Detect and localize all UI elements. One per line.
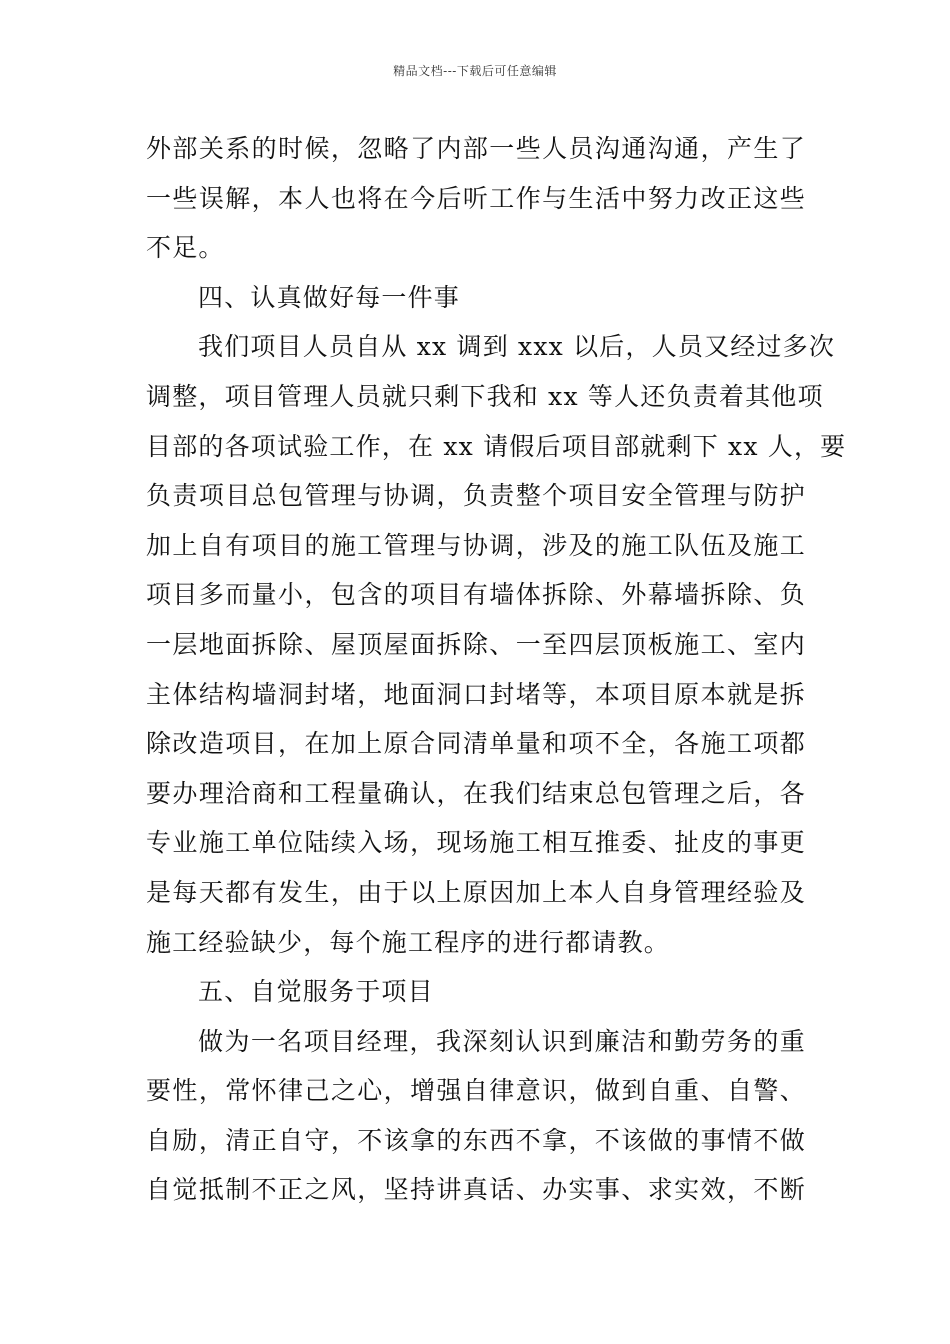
paragraph-line: 一些误解，本人也将在今后听工作与生活中努力改正这些 [146,183,806,213]
paragraph-line: 做为一名项目经理，我深刻认识到廉洁和勤劳务的重 [198,1026,806,1056]
paragraph-line: 目部的各项试验工作，在 xx 请假后项目部就剩下 xx 人，要 [146,431,847,461]
paragraph-line: 施工经验缺少，每个施工程序的进行都请教。 [146,927,671,957]
paragraph-line: 自觉抵制不正之风，坚持讲真话、办实事、求实效，不断 [146,1175,806,1205]
paragraph-line: 调整，项目管理人员就只剩下我和 xx 等人还负责着其他项 [146,381,824,411]
paragraph-line: 不足。 [146,233,225,263]
document-body [146,124,847,1215]
section-heading: 五、自觉服务于项目 [198,977,434,1007]
paragraph-line: 一层地面拆除、屋顶屋面拆除、一至四层顶板施工、室内 [146,629,806,659]
paragraph-line: 外部关系的时候，忽略了内部一些人员沟通沟通，产生了 [146,134,806,163]
paragraph-line: 要办理洽商和工程量确认，在我们结束总包管理之后，各 [146,778,806,808]
paragraph-line: 要性，常怀律己之心，增强自律意识，做到自重、自警、 [146,1076,806,1106]
section-heading: 四、认真做好每一件事 [198,282,461,312]
paragraph-line: 自励，清正自守，不该拿的东西不拿，不该做的事情不做 [146,1125,806,1155]
page-header: 精品文档---下载后可任意编辑 [393,64,557,78]
paragraph-line: 主体结构墙洞封堵，地面洞口封堵等，本项目原本就是拆 [146,679,806,709]
paragraph-line: 除改造项目，在加上原合同清单量和项不全，各施工项都 [146,729,806,759]
paragraph-line: 专业施工单位陆续入场，现场施工相互推委、扯皮的事更 [146,828,806,858]
paragraph-line: 我们项目人员自从 xx 调到 xxx 以后，人员又经过多次 [198,332,836,362]
paragraph-line: 是每天都有发生，由于以上原因加上本人自身管理经验及 [146,877,806,907]
paragraph-line: 项目多而量小，包含的项目有墙体拆除、外幕墙拆除、负 [146,580,806,610]
paragraph-line: 负责项目总包管理与协调，负责整个项目安全管理与防护 [146,481,806,511]
paragraph-line: 加上自有项目的施工管理与协调，涉及的施工队伍及施工 [146,530,806,560]
